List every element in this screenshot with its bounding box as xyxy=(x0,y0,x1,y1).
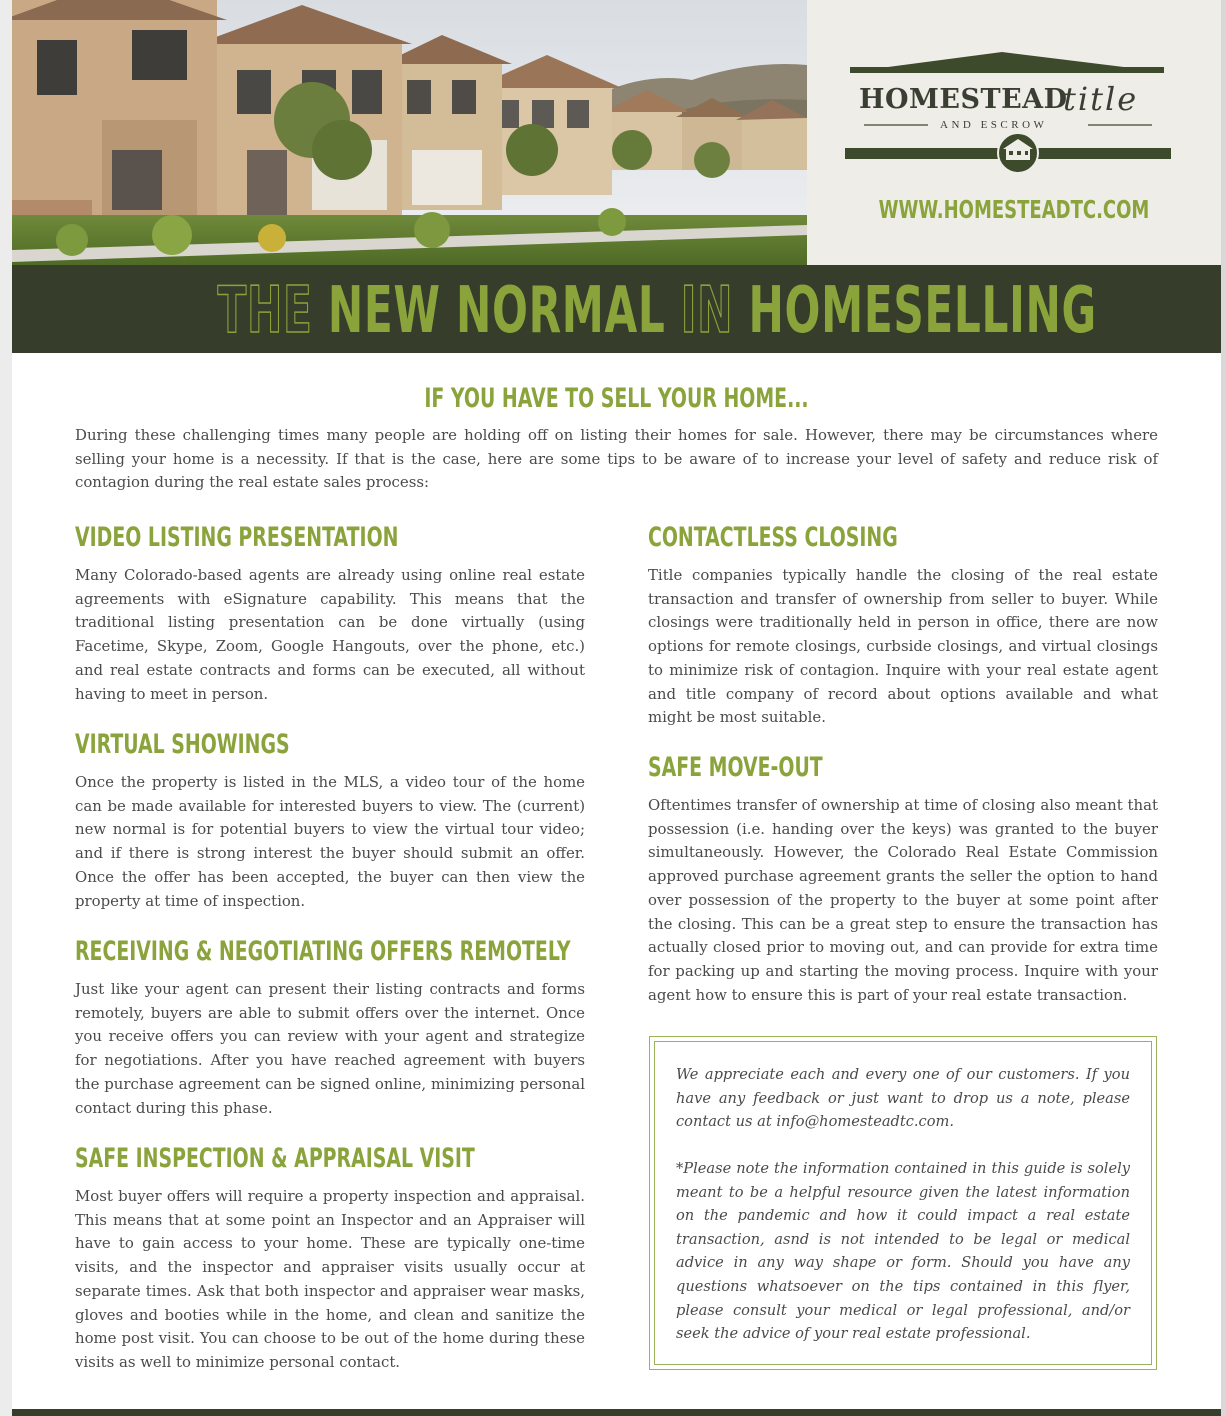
section-heading-video-listing: VIDEO LISTING PRESENTATION xyxy=(75,522,399,553)
title-word-the: THE xyxy=(217,274,313,348)
viewer-edge xyxy=(1221,0,1226,1416)
bottom-rule xyxy=(12,1409,1221,1416)
page-title xyxy=(217,274,1097,348)
section-heading-contactless-closing: CONTACTLESS CLOSING xyxy=(648,522,898,553)
note-disclaimer: *Please note the information contained in this guide is solely meant to be a helpful resource given the latest information on the pandemic and how it could impact a real estate transaction, asnd is not intended to be legal or medical advice in any way shape or form. Should you have any questions whatsoever on the tips contained in this flyer, please consult your medical or legal professional, and/or seek the advice of your real estate professional. xyxy=(676,1160,1130,1343)
flyer-page xyxy=(12,0,1221,1416)
section-heading-offers-remotely: RECEIVING & NEGOTIATING OFFERS REMOTELY xyxy=(75,936,571,967)
note-thanks: We appreciate each and every one of our customers. If you have any feedback or just want to drop us a note, please contact us at info@homesteadtc.com. xyxy=(676,1066,1130,1131)
section-heading-inspection-appraisal: SAFE INSPECTION & APPRAISAL VISIT xyxy=(75,1143,475,1174)
section-body-safe-move-out: Oftentimes transfer of ownership at time of closing also meant that possession (i.e. handing over the keys) was granted to the buyer simultaneously. However, the Colorado Real Estate Commission approved purchase agreement grants the seller the option to hand over possession of the property to the buyer at some point after the closing. This can be a great step to ensure the transaction has actually closed prior to moving out, and can provide for extra time for packing up and starting the moving process. Inquire with your agent how to ensure this is part of your real estate transaction. xyxy=(648,796,1158,1004)
title-words-new-normal: NEW NORMAL xyxy=(327,274,666,348)
title-banner xyxy=(12,265,1221,353)
website-url[interactable]: WWW.HOMESTEADTC.COM xyxy=(878,195,1150,224)
section-body-offers-remotely: Just like your agent can present their listing contracts and forms remotely, buyers are able to submit offers over the internet. Once you receive offers you can review with your agent and strategize for negotiations. After you have reached agreement with buyers the purchase agreement can be signed online, minimizing personal contact during this phase. xyxy=(75,980,585,1117)
title-word-homeselling: HOMESELLING xyxy=(748,274,1097,348)
intro-paragraph: During these challenging times many people are holding off on listing their homes for sale. However, there may be circumstances where selling your home is a necessity. If that is the case, here are some tips to be aware of to increase your level of safety and reduce risk of contagion during the real estate sales process: xyxy=(75,426,1158,492)
brand-panel xyxy=(807,0,1221,265)
section-body-contactless-closing: Title companies typically handle the closing of the real estate transaction and transfer of ownership from seller to buyer. While closings were traditionally held in person in office, there are now options for remote closings, curbside closings, and virtual closings to minimize risk of contagion. Inquire with your real estate agent and title company of record about options available and what might be most suitable. xyxy=(648,566,1158,727)
logo-title-script: title xyxy=(1063,80,1139,118)
section-heading-virtual-showings: VIRTUAL SHOWINGS xyxy=(75,729,290,760)
section-body-inspection-appraisal: Most buyer offers will require a property inspection and appraisal. This means that at some point an Inspector and an Appraiser will have to gain access to your home. These are typically one-time visits, and the inspector and appraiser visits usually occur at separate times. Ask that both inspector and appraiser wear masks, gloves and booties while in the home, and clean and sanitize the home post visit. You can choose to be out of the home during these visits as well to minimize personal contact. xyxy=(75,1187,585,1371)
houses-illustration xyxy=(12,0,807,265)
lead-heading: IF YOU HAVE TO SELL YOUR HOME... xyxy=(424,383,809,414)
logo-wordmark: HOMESTEAD xyxy=(859,84,1068,115)
logo-subtitle: AND ESCROW xyxy=(940,119,1048,131)
title-word-in: IN xyxy=(680,274,734,348)
hero-photo-houses xyxy=(12,0,807,265)
section-body-virtual-showings: Once the property is listed in the MLS, a video tour of the home can be made available for interested buyers to view. The (current) new normal is for potential buyers to view the virtual tour video; and if there is strong interest the buyer should submit an offer. Once the offer has been accepted, the buyer can then view the property at time of inspection. xyxy=(75,773,585,910)
section-heading-safe-move-out: SAFE MOVE-OUT xyxy=(648,752,823,783)
section-body-video-listing: Many Colorado-based agents are already using online real estate agreements with eSignature capability. This means that the traditional listing presentation can be done virtually (using Facetime, Skype, Zoom, Google Hangouts, over the phone, etc.) and real estate contracts and forms can be executed, all without having to meet in person. xyxy=(75,566,585,703)
